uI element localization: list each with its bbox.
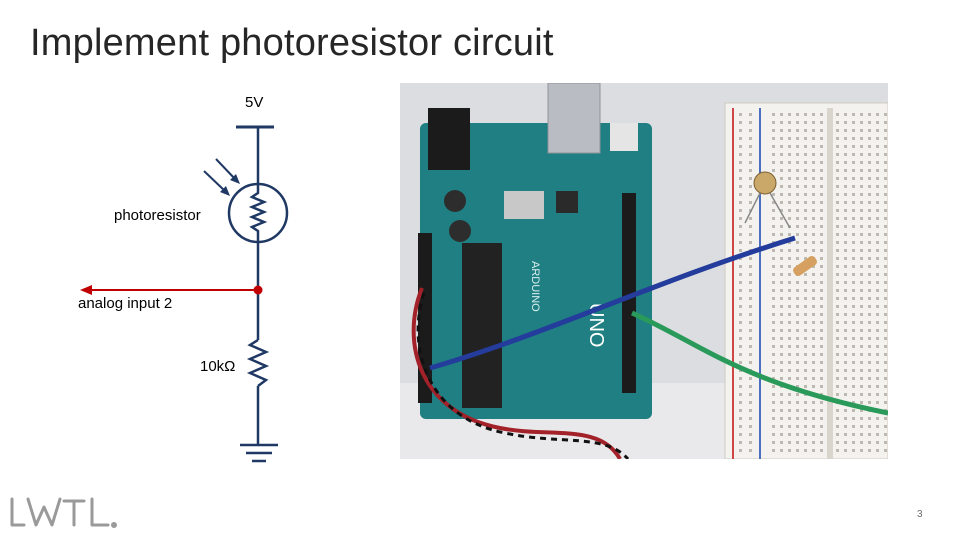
svg-text:ARDUINO: ARDUINO bbox=[529, 261, 541, 312]
resistor-label: 10kΩ bbox=[200, 358, 236, 375]
logo-text: LWTL bbox=[8, 493, 11, 494]
junction-node bbox=[254, 286, 263, 295]
supply-label: 5V bbox=[245, 94, 264, 111]
slide-title: Implement photoresistor circuit bbox=[30, 22, 554, 64]
board-uno-text: UNO bbox=[585, 303, 607, 348]
analog-input-label: analog input 2 bbox=[78, 295, 173, 312]
photoresistor-zigzag bbox=[252, 185, 264, 242]
photoresistor-label: photoresistor bbox=[114, 207, 201, 224]
ground-icon bbox=[240, 445, 278, 461]
arduino-board bbox=[418, 83, 652, 419]
lwtl-logo bbox=[8, 493, 128, 533]
resistor-symbol bbox=[250, 340, 266, 386]
circuit-schematic bbox=[0, 0, 400, 480]
circuit-photo bbox=[400, 83, 888, 459]
page-number: 3 bbox=[917, 509, 923, 520]
output-arrow-icon bbox=[80, 285, 92, 295]
photoresistor-component bbox=[754, 172, 776, 194]
light-arrows-icon bbox=[204, 159, 240, 196]
